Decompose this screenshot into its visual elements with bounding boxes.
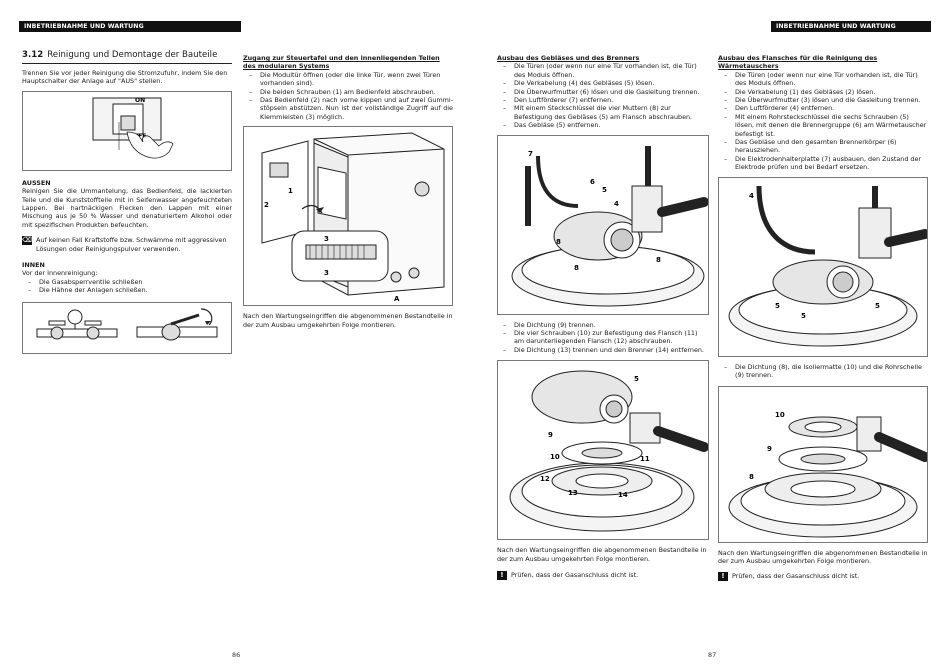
control-panel-figure — [243, 126, 453, 306]
list-item: – Die Türen (oder wenn nur eine Tür vorhanden ist, die Tür) des Moduls öffnen. — [497, 62, 707, 79]
figure-label: 8 — [556, 237, 561, 246]
column-4 — [718, 54, 928, 581]
figure-label: 5 — [875, 301, 880, 310]
fan-removal-figure — [497, 135, 709, 315]
col4-warning — [718, 572, 928, 580]
main-switch-drawing — [23, 92, 231, 170]
col3-warning — [497, 571, 707, 579]
aussen-warning-text: Auf keinen Fall Kraftstoffe bzw. Schwämme mit aggressiven Lösungen oder Reinigungspulver verwenden. — [36, 236, 227, 253]
col2-after-text: Nach den Wartungseingriffen die abgenommenen Bestandteile in der zum Ausbau umgekehrten Folge montieren. — [243, 312, 453, 329]
col3-list-2 — [497, 321, 707, 355]
gasket-drawing — [719, 387, 927, 542]
figure-label: 8 — [656, 255, 661, 264]
figure-label: A — [394, 295, 400, 304]
list-item: – Die Dichtung (13) trennen und den Brenner (14) entfernen. — [497, 346, 707, 354]
figure-label: 5 — [602, 185, 607, 194]
figure-label: 8 — [749, 472, 754, 481]
list-item: – Die Überwurfmutter (3) lösen und die Gasleitung trennen. — [718, 96, 928, 104]
list-item: – Das Gebläse (5) entfernen. — [497, 121, 707, 129]
figure-label: 11 — [640, 455, 650, 464]
page-number-right: 87 — [708, 651, 717, 659]
intro-text: Trennen Sie vor jeder Reinigung die Stromzufuhr, indem Sie den Hauptschalter der Anlage auf "AUS" stellen. — [22, 69, 228, 86]
right-page — [475, 0, 950, 672]
innen-intro: Vor der Innenreinigung: — [22, 269, 98, 278]
list-item: – Mit einem Steckschlüssel die vier Muttern (8) zur Befestigung des Gebläses (5) am Flansch abschrauben. — [497, 104, 707, 121]
control-panel-drawing — [244, 127, 452, 305]
figure-label: 4 — [749, 191, 754, 200]
column-2 — [243, 54, 453, 329]
col4-heading: Ausbau des Flansches für die Reinigung des Wärmetauschers — [718, 54, 878, 71]
figure-label: 5 — [634, 375, 639, 384]
figure-label: 4 — [614, 199, 619, 208]
figure-label: 5 — [775, 301, 780, 310]
section-number: 3.12 — [22, 50, 44, 60]
aussen-heading: AUSSEN — [22, 178, 51, 187]
list-item: – Den Luftförderer (7) entfernen. — [497, 96, 707, 104]
list-item: – Das Gebläse und den gesamten Brennerkörper (6) herausziehen. — [718, 138, 928, 155]
figure-label: 3 — [324, 235, 329, 244]
list-item: – Die Dichtung (8), die Isoliermatte (10) und die Rohrschelle (9) trennen. — [718, 363, 928, 380]
figure-label: 7 — [528, 149, 533, 158]
figure-label: 13 — [568, 489, 578, 498]
valves-drawing — [23, 303, 231, 353]
figure-label: 8 — [574, 263, 579, 272]
figure-label: 9 — [548, 431, 553, 440]
list-item: – Die Hähne der Anlagen schließen. — [22, 286, 232, 294]
aussen-warning — [22, 236, 232, 253]
col2-heading: Zugang zur Steuertafel und den innenliegenden Teilen des modularen Systems — [243, 54, 440, 71]
list-item: – Den Luftförderer (4) entfernen. — [718, 104, 928, 112]
gasket-figure — [718, 386, 928, 543]
switch-on-label: ON — [135, 96, 146, 104]
col4-list-2 — [718, 363, 928, 380]
col4-list — [718, 71, 928, 172]
main-switch-figure — [22, 91, 232, 171]
column-3 — [497, 54, 707, 580]
list-item: – Die Elektrodenhalterplatte (7) ausbauen, den Zustand der Elektrode prüfen und bei Bedarf ersetzen. — [718, 155, 928, 172]
flange-removal-figure — [718, 177, 928, 357]
aussen-text: Reinigen Sie die Ummantelung, das Bedienfeld, die lackierten Teile und die Kunststoffteile mit in Seifenwasser angefeuchteten Lappen. Bei hartnäckigen Flecken den Lappen mit einer Mischung aus je 50 % Wasser und denaturiertem Alkohol oder mit spezifischen Produkten befeuchten. — [22, 187, 232, 229]
figure-label: 2 — [264, 201, 269, 210]
col3-heading: Ausbau des Gebläses und des Brenners — [497, 54, 640, 62]
list-item: – Die Modultür öffnen (oder die linke Tür, wenn zwei Türen vorhanden sind). — [243, 71, 453, 88]
list-item: – Die Verkabelung (4) des Gebläses (5) lösen. — [497, 79, 707, 87]
fan-removal-drawing — [498, 136, 708, 314]
col3-warning-text: Prüfen, dass der Gasanschluss dicht ist. — [511, 571, 639, 580]
section-title — [22, 50, 232, 60]
figure-label: 12 — [540, 475, 550, 484]
chapter-header-left: INBETRIEBNAHME UND WARTUNG — [19, 21, 241, 32]
list-item: – Die Dichtung (9) trennen. — [497, 321, 707, 329]
col3-after-text: Nach den Wartungseingriffen die abgenommenen Bestandteile in der zum Ausbau umgekehrten Folge montieren. — [497, 546, 707, 563]
col3-list — [497, 62, 707, 129]
burner-removal-drawing — [498, 361, 708, 539]
valves-figure — [22, 302, 232, 354]
list-item: – Das Bedienfeld (2) nach vorne kippen und auf zwei Gummistöpseln abstützen. Nun ist der vollständige Zugriff auf die Klemmleisten (3) möglich. — [243, 96, 453, 121]
col4-after-text: Nach den Wartungseingriffen die abgenommenen Bestandteile in der zum Ausbau umgekehrten Folge montieren. — [718, 548, 928, 565]
chapter-header-right: INBETRIEBNAHME UND WARTUNG — [771, 21, 931, 32]
figure-label: 9 — [767, 444, 772, 453]
warning-triangle-icon: ! — [718, 572, 728, 581]
list-item: – Mit einem Rohrsteckschlüssel die sechs Schrauben (5) lösen, mit denen die Brennergruppe (6) am Wärmetauscher befestigt ist. — [718, 113, 928, 138]
section-title-text: Reinigung und Demontage der Bauteile — [47, 50, 218, 60]
flange-removal-drawing — [719, 178, 927, 356]
list-item: – Die Türen (oder wenn nur eine Tür vorhanden ist, die Tür) des Moduls öffnen. — [718, 71, 928, 88]
burner-removal-figure — [497, 360, 709, 540]
figure-label: 10 — [775, 410, 785, 419]
list-item: – Die Überwurfmutter (6) lösen und die Gasleitung trennen. — [497, 88, 707, 96]
figure-label: 6 — [590, 177, 595, 186]
figure-label: 5 — [801, 311, 806, 320]
figure-label: 14 — [618, 491, 628, 500]
page-number-left: 86 — [232, 651, 241, 659]
column-1 — [22, 50, 232, 354]
figure-label: 10 — [550, 453, 560, 462]
list-item: – Die vier Schrauben (10) zur Befestigung des Flansch (11) am darunterliegenden Flansch (12) abschrauben. — [497, 329, 707, 346]
col4-warning-text: Prüfen, dass der Gasanschluss dicht ist. — [732, 572, 860, 581]
list-item: – Die beiden Schrauben (1) am Bedienfeld abschrauben. — [243, 88, 453, 96]
figure-label: 3 — [324, 269, 329, 278]
innen-list — [22, 278, 232, 295]
innen-heading: INNEN — [22, 261, 45, 270]
caution-icon: ⌫ — [22, 236, 32, 245]
figure-label: 1 — [288, 187, 293, 196]
col2-list — [243, 71, 453, 121]
warning-triangle-icon: ! — [497, 571, 507, 580]
list-item: – Die Verkabelung (1) des Gebläses (2) lösen. — [718, 88, 928, 96]
list-item: – Die Gasabsperrventile schließen — [22, 278, 232, 286]
section-rule — [22, 63, 232, 64]
